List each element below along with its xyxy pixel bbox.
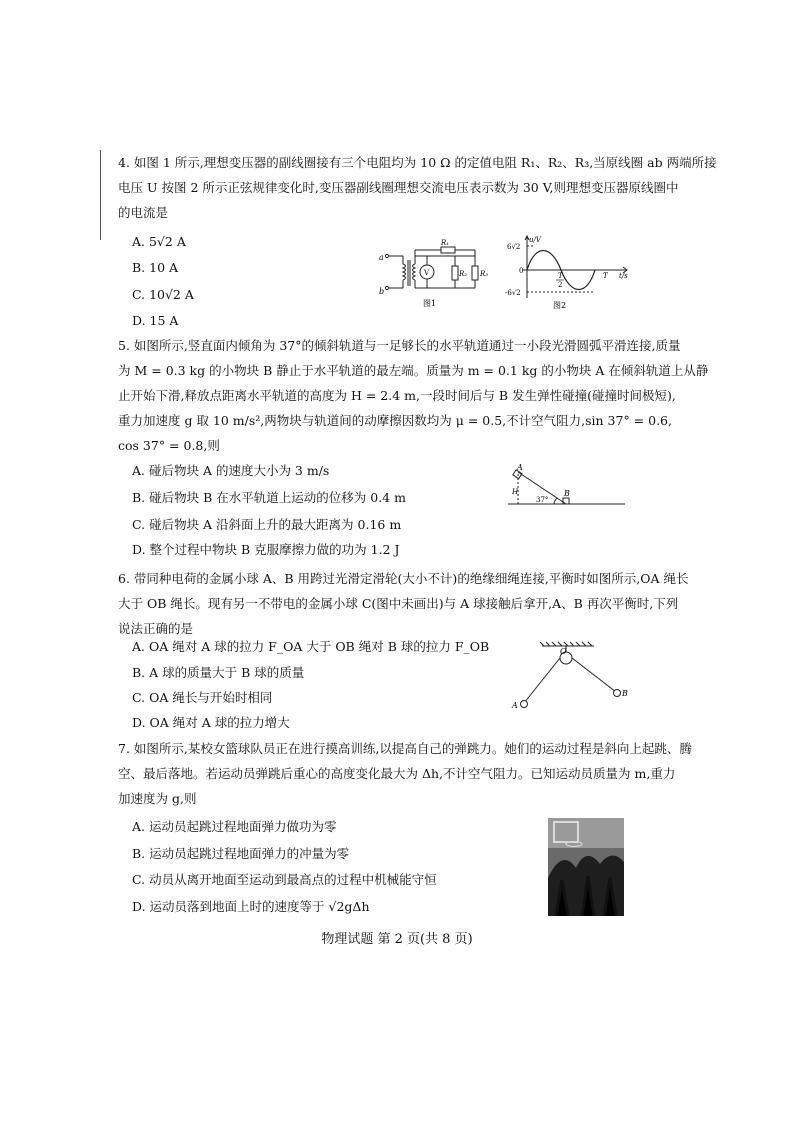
q6-line-1: 6. 带同种电荷的金属小球 A、B 用跨过光滑定滑轮(大小不计)的绝缘细绳连接,平衡时如图所示,OA 绳长 — [118, 571, 689, 586]
fig1-voltmeter: V — [424, 269, 430, 277]
fig2-period: T — [603, 272, 608, 280]
q7-option-c: C. 动员从离开地面至运动到最高点的过程中机械能守恒 — [132, 872, 437, 887]
fig2-ymax: 6√2 — [507, 243, 521, 251]
q5-figure — [500, 462, 630, 510]
q4-line-3: 的电流是 — [118, 205, 169, 220]
q4-figure-2 — [505, 232, 635, 312]
basketball-training-photo — [548, 818, 624, 916]
question-5 — [118, 333, 709, 458]
fig2-zero: 0 — [519, 267, 524, 275]
fig2-half-num: T — [558, 272, 563, 280]
fig1-label-r1: R₁ — [441, 239, 450, 247]
fig1-label-r3: R₃ — [480, 270, 489, 278]
q6-label-a: A — [512, 701, 518, 710]
q5-option-d: D. 整个过程中物块 B 克服摩擦力做的功为 1.2 J — [132, 542, 400, 557]
q4-figure-1 — [375, 236, 495, 312]
q4-line-2: 电压 U 按图 2 所示正弦规律变化时,变压器副线圈理想交流电压表示数为 30 V,则理想变压器原线圈中 — [118, 180, 679, 195]
question-4 — [118, 150, 717, 225]
q6-label-b: B — [622, 689, 628, 698]
q4-option-a: A. 5√2 A — [132, 234, 186, 249]
q6-option-c: C. OA 绳长与开始时相同 — [132, 690, 273, 705]
q4-option-b: B. 10 A — [132, 260, 179, 275]
question-7 — [118, 736, 692, 811]
q5-line-4: 重力加速度 g 取 10 m/s²,两物块与轨道间的动摩擦因数均为 μ = 0.5,不计空气阻力,sin 37° = 0.6, — [118, 413, 672, 428]
fig1-caption: 图1 — [423, 299, 437, 308]
q5-label-angle: 37° — [536, 496, 549, 504]
q6-line-2: 大于 OB 绳长。现有另一不带电的金属小球 C(图中未画出)与 A 球接触后拿开,A、B 再次平衡时,下列 — [118, 596, 679, 611]
q5-line-3: 止开始下滑,释放点距离水平轨道的高度为 H = 2.4 m,一段时间后与 B 发生弹性碰撞(碰撞时间极短), — [118, 388, 676, 403]
q5-label-h: H — [512, 488, 519, 496]
q7-option-d: D. 运动员落到地面上时的速度等于 √2gΔh — [132, 899, 370, 914]
q4-option-c: C. 10√2 A — [132, 287, 194, 302]
margin-line — [100, 150, 101, 240]
q6-label-o: O — [560, 647, 567, 656]
q6-figure — [508, 640, 638, 714]
q5-line-2: 为 M = 0.3 kg 的小物块 B 静止于水平轨道的最左端。质量为 m = 0.1 kg 的小物块 A 在倾斜轨道上从静 — [118, 363, 709, 378]
q7-line-1: 7. 如图所示,某校女篮球队员正在进行摸高训练,以提高自己的弹跳力。她们的运动过程是斜向上起跳、腾 — [118, 741, 692, 756]
q5-option-b: B. 碰后物块 B 在水平轨道上运动的位移为 0.4 m — [132, 490, 406, 505]
q6-line-3: 说法正确的是 — [118, 621, 194, 636]
fig1-label-b: b — [379, 287, 385, 296]
q5-option-a: A. 碰后物块 A 的速度大小为 3 m/s — [132, 463, 330, 478]
fig2-half-den: 2 — [558, 281, 563, 289]
page-footer: 物理试题 第 2 页(共 8 页) — [321, 932, 473, 947]
fig1-label-a: a — [379, 253, 384, 262]
q5-option-c: C. 碰后物块 A 沿斜面上升的最大距离为 0.16 m — [132, 517, 402, 532]
q4-option-d: D. 15 A — [132, 313, 179, 328]
q4-line-1: 4. 如图 1 所示,理想变压器的副线圈接有三个电阻均为 10 Ω 的定值电阻 R₁、R₂、R₃,当原线圈 ab 两端所接 — [118, 155, 717, 170]
q6-option-a: A. OA 绳对 A 球的拉力 F_OA 大于 OB 绳对 B 球的拉力 F_OB — [132, 639, 490, 654]
q5-line-1: 5. 如图所示,竖直面内倾角为 37°的倾斜轨道与一足够长的水平轨道通过一小段光滑圆弧平滑连接,质量 — [118, 338, 681, 353]
fig2-caption: 图2 — [553, 301, 567, 310]
q5-label-b: B — [564, 489, 570, 498]
q7-option-a: A. 运动员起跳过程地面弹力做功为零 — [132, 819, 337, 834]
q7-line-2: 空、最后落地。若运动员弹跳后重心的高度变化最大为 Δh,不计空气阻力。已知运动员质量为 m,重力 — [118, 766, 676, 781]
q6-option-b: B. A 球的质量大于 B 球的质量 — [132, 665, 305, 680]
fig2-xlabel: t/s — [619, 272, 628, 280]
fig2-ymin: -6√2 — [505, 289, 521, 297]
question-6 — [118, 566, 689, 641]
q5-line-5: cos 37° = 0.8,则 — [118, 438, 220, 453]
q7-option-b: B. 运动员起跳过程地面弹力的冲量为零 — [132, 846, 350, 861]
fig1-label-r2: R₂ — [459, 270, 468, 278]
q5-label-a: A — [517, 463, 523, 472]
fig2-ylabel: u/V — [529, 236, 541, 244]
q6-option-d: D. OA 绳对 A 球的拉力增大 — [132, 715, 290, 730]
q7-line-3: 加速度为 g,则 — [118, 791, 197, 806]
